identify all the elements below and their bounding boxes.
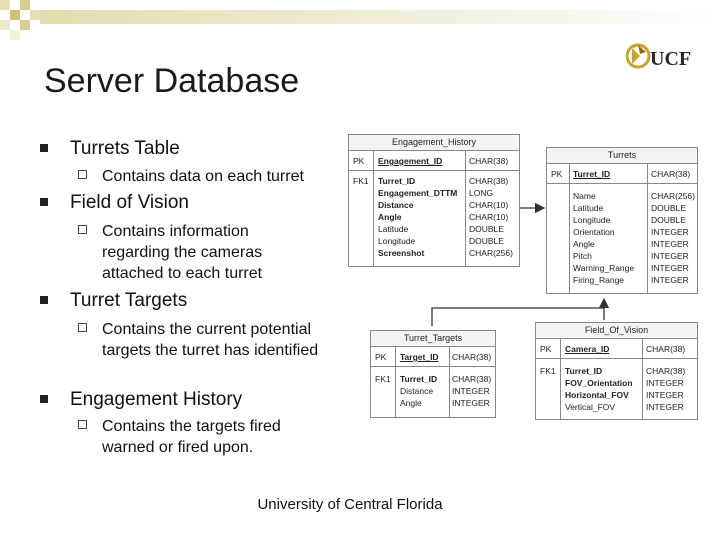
table-title: Engagement_History [349, 135, 519, 151]
key-label: FK1 [353, 176, 369, 186]
ucf-logo [626, 40, 698, 74]
column-name: Target_ID [400, 352, 439, 362]
table-title: Field_Of_Vision [536, 323, 697, 339]
column-type: CHAR(38) [452, 352, 492, 362]
column-name: Warning_Range [573, 263, 635, 273]
column-name: Distance [400, 386, 434, 396]
field-of-vision-table [535, 322, 698, 420]
column-name: Angle [573, 239, 595, 249]
column-type: INTEGER [651, 239, 689, 249]
column-type: INTEGER [651, 227, 689, 237]
column-type: CHAR(38) [646, 366, 686, 376]
table-row [371, 351, 495, 363]
turret-targets-table [370, 330, 496, 418]
table-row [547, 202, 697, 214]
column-type: CHAR(256) [469, 248, 513, 258]
table-row [536, 401, 697, 413]
sub-bullet-text: Contains data on each turret [102, 168, 304, 185]
sub-bullet-marker [78, 420, 87, 429]
table-row [349, 199, 519, 211]
key-label: FK1 [540, 366, 556, 376]
bullet-marker [40, 395, 48, 403]
sub-bullet-marker [78, 170, 87, 179]
sub-bullet-marker [78, 225, 87, 234]
column-type: INTEGER [646, 402, 684, 412]
key-label: PK [375, 352, 387, 362]
table-row [349, 211, 519, 223]
table-row [349, 247, 519, 259]
bullet-text: Field of Vision [70, 192, 189, 213]
column-type: DOUBLE [651, 203, 686, 213]
column-name: Engagement_DTTM [378, 188, 458, 198]
table-row [349, 155, 519, 167]
table-row [536, 377, 697, 389]
table-row [371, 373, 495, 385]
column-type: INTEGER [646, 378, 684, 388]
column-type: INTEGER [452, 398, 490, 408]
pk-group [547, 164, 697, 184]
sub-bullet-text: Contains information regarding the cameras attached to each turret [102, 223, 263, 282]
column-name: Screenshot [378, 248, 425, 258]
column-type: INTEGER [452, 386, 490, 396]
attribute-group [371, 367, 495, 409]
pk-group [349, 151, 519, 171]
column-name: Orientation [573, 227, 615, 237]
table-row [349, 175, 519, 187]
column-name: Latitude [573, 203, 604, 213]
column-name: Pitch [573, 251, 592, 261]
column-name: FOV_Orientation [565, 378, 633, 388]
attribute-group [349, 171, 519, 259]
key-label: PK [551, 169, 563, 179]
slide-footer: University of Central Florida [257, 496, 443, 513]
column-type: CHAR(256) [651, 191, 695, 201]
column-type: CHAR(38) [469, 176, 509, 186]
column-name: Turret_ID [400, 374, 438, 384]
column-type: INTEGER [651, 263, 689, 273]
column-name: Firing_Range [573, 275, 625, 285]
column-type: DOUBLE [651, 215, 686, 225]
bullet-marker [40, 296, 48, 304]
table-row [547, 238, 697, 250]
table-row [547, 250, 697, 262]
attribute-group [536, 359, 697, 413]
table-title: Turret_Targets [371, 331, 495, 347]
column-name: Latitude [378, 224, 409, 234]
bullet-text: Turrets Table [70, 138, 180, 159]
column-name: Name [573, 191, 596, 201]
turrets-table [546, 147, 698, 294]
bullet-text: Engagement History [70, 389, 243, 410]
column-type: INTEGER [651, 251, 689, 261]
table-row [349, 235, 519, 247]
column-type: CHAR(38) [646, 344, 686, 354]
table-row [547, 190, 697, 202]
ucf-logo-text: UCF [650, 48, 692, 70]
column-name: Engagement_ID [378, 156, 443, 166]
column-name: Angle [400, 398, 422, 408]
sub-bullet-marker [78, 323, 87, 332]
column-name: Angle [378, 212, 402, 222]
table-row [349, 187, 519, 199]
table-row [371, 385, 495, 397]
column-type: CHAR(10) [469, 200, 509, 210]
table-row [547, 274, 697, 286]
sub-bullet-text: Contains the targets fired warned or fired upon. [102, 418, 281, 456]
pk-group [536, 339, 697, 359]
pk-group [371, 347, 495, 367]
column-name: Turret_ID [565, 366, 603, 376]
table-row [547, 226, 697, 238]
table-row [536, 365, 697, 377]
column-type: LONG [469, 188, 494, 198]
column-type: DOUBLE [469, 224, 504, 234]
sub-bullet-text: Contains the current potential targets the turret has identified [102, 321, 319, 359]
column-type: CHAR(38) [651, 169, 691, 179]
key-label: PK [353, 156, 365, 166]
table-row [547, 168, 697, 180]
table-row [536, 343, 697, 355]
slide-title: Server Database [44, 62, 300, 100]
column-name: Longitude [378, 236, 416, 246]
bullet-marker [40, 144, 48, 152]
column-name: Longitude [573, 215, 611, 225]
decorative-header-band [0, 0, 720, 40]
bullet-marker [40, 198, 48, 206]
column-name: Horizontal_FOV [565, 390, 629, 400]
table-row [349, 223, 519, 235]
column-type: INTEGER [646, 390, 684, 400]
column-type: DOUBLE [469, 236, 504, 246]
column-type: CHAR(38) [469, 156, 509, 166]
column-type: CHAR(10) [469, 212, 509, 222]
key-label: PK [540, 344, 552, 354]
table-row [371, 397, 495, 409]
column-type: CHAR(38) [452, 374, 492, 384]
table-row [547, 262, 697, 274]
column-name: Turret_ID [573, 169, 611, 179]
attribute-group [547, 184, 697, 286]
table-row [547, 214, 697, 226]
column-name: Vertical_FOV [565, 402, 616, 412]
column-type: INTEGER [651, 275, 689, 285]
table-title: Turrets [547, 148, 697, 164]
column-name: Camera_ID [565, 344, 610, 354]
engagement-history-table [348, 134, 520, 267]
column-name: Turret_ID [378, 176, 416, 186]
table-row [536, 389, 697, 401]
key-label: FK1 [375, 374, 391, 384]
column-name: Distance [378, 200, 414, 210]
bullet-text: Turret Targets [70, 290, 188, 311]
